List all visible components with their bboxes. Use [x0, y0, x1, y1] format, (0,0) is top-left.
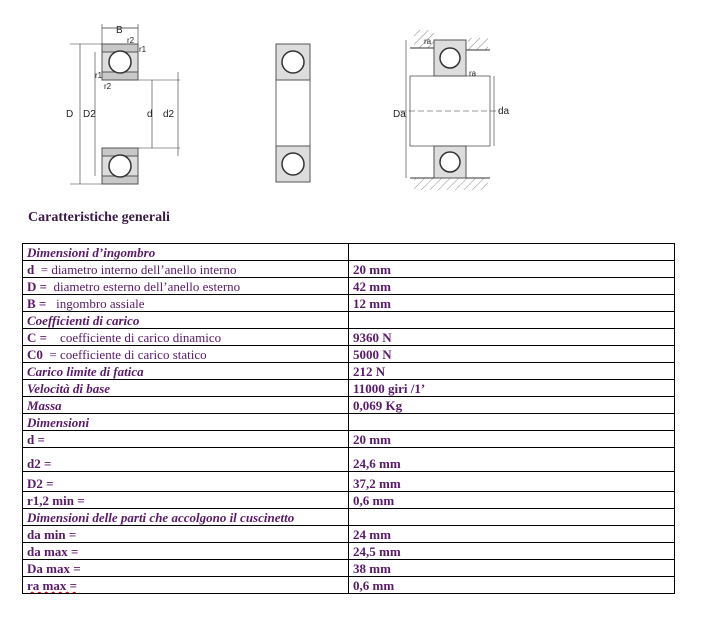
table-cell-label — [23, 329, 349, 346]
bearing-section-figure-1 — [66, 24, 180, 184]
label-D: D — [66, 109, 74, 120]
table-row — [23, 448, 675, 472]
table-cell-label — [23, 397, 349, 414]
table-cell-value: 42 mm — [349, 278, 675, 295]
section-label: Dimensioni — [27, 415, 90, 430]
label-d: d — [147, 109, 153, 120]
table-cell-label — [23, 560, 349, 577]
table-cell-value — [349, 414, 675, 431]
table-row — [23, 472, 675, 492]
table-cell-label — [23, 543, 349, 560]
label-da: da — [498, 106, 510, 117]
table-cell-value: 20 mm — [349, 261, 675, 278]
param-symbol: d2 = — [27, 456, 52, 471]
table-cell-value — [349, 509, 675, 526]
table-cell-value: 24,5 mm — [349, 543, 675, 560]
table-cell-label — [23, 526, 349, 543]
table-cell-value: 38 mm — [349, 560, 675, 577]
param-description: coefficiente di carico dinamico — [47, 330, 222, 345]
param-symbol: ra max = — [27, 578, 78, 593]
param-symbol: D2 = — [27, 476, 54, 491]
table-cell-value: 5000 N — [349, 346, 675, 363]
label-r2: r2 — [127, 36, 135, 45]
table-cell-label — [23, 509, 349, 526]
table-row — [23, 329, 675, 346]
table-row — [23, 492, 675, 509]
label-ra-top: ra — [424, 37, 432, 46]
param-description: = coefficiente di carico statico — [42, 347, 207, 362]
table-section-row — [23, 397, 675, 414]
section-title: Caratteristiche generali — [28, 210, 170, 225]
table-row — [23, 543, 675, 560]
table-row — [23, 577, 675, 594]
table-cell-label — [23, 244, 349, 261]
table-cell-value: 11000 giri /1’ — [349, 380, 675, 397]
table-cell-label — [23, 577, 349, 594]
label-r1-inner: r1 — [95, 71, 103, 80]
table-cell-label — [23, 448, 349, 472]
bearing-mounting-figure-3 — [393, 30, 510, 190]
table-row — [23, 261, 675, 278]
table-cell-label — [23, 261, 349, 278]
table-row — [23, 346, 675, 363]
table-cell-label — [23, 414, 349, 431]
section-label: Massa — [27, 398, 62, 413]
table-cell-value: 9360 N — [349, 329, 675, 346]
table-cell-value: 212 N — [349, 363, 675, 380]
section-label: Dimensioni d’ingombro — [27, 245, 156, 260]
label-Da: Da — [393, 109, 406, 120]
table-section-row — [23, 363, 675, 380]
table-cell-value: 24,6 mm — [349, 448, 675, 472]
table-cell-label — [23, 472, 349, 492]
table-row — [23, 560, 675, 577]
label-r1: r1 — [139, 45, 147, 54]
bearing-spec-table — [22, 243, 675, 594]
param-symbol: d — [27, 262, 35, 277]
param-symbol: Da max = — [27, 561, 81, 576]
label-d2: d2 — [163, 109, 175, 120]
table-cell-value: 20 mm — [349, 431, 675, 448]
table-cell-value: 0,6 mm — [349, 492, 675, 509]
bearing-drawings — [0, 0, 707, 200]
param-description: = diametro interno dell’anello interno — [34, 262, 237, 277]
table-section-row — [23, 312, 675, 329]
table-cell-label — [23, 431, 349, 448]
table-section-row — [23, 380, 675, 397]
label-B: B — [116, 25, 123, 36]
label-r2-inner: r2 — [104, 82, 112, 91]
section-label: Velocità di base — [27, 381, 111, 396]
table-cell-label — [23, 295, 349, 312]
table-section-row — [23, 509, 675, 526]
label-D2: D2 — [83, 109, 96, 120]
section-label: Dimensioni delle parti che accolgono il cuscinetto — [27, 510, 295, 525]
bearing-section-figure-2 — [276, 44, 310, 182]
label-ra-mid: ra — [469, 69, 477, 78]
table-cell-label — [23, 346, 349, 363]
param-description: ingombro assiale — [46, 296, 145, 311]
table-cell-value — [349, 244, 675, 261]
table-cell-label — [23, 312, 349, 329]
table-section-row — [23, 244, 675, 261]
table-cell-label — [23, 278, 349, 295]
param-symbol: B = — [27, 296, 47, 311]
table-cell-label — [23, 363, 349, 380]
param-symbol: D = — [27, 279, 48, 294]
table-cell-value: 0,069 Kg — [349, 397, 675, 414]
table-cell-value: 37,2 mm — [349, 472, 675, 492]
param-symbol: C0 — [27, 347, 43, 362]
table-section-row — [23, 414, 675, 431]
section-label: Carico limite di fatica — [27, 364, 144, 379]
param-symbol: r1,2 min = — [27, 493, 85, 508]
table-cell-value — [349, 312, 675, 329]
table-row — [23, 431, 675, 448]
table-row — [23, 526, 675, 543]
table-row — [23, 278, 675, 295]
param-symbol: da max = — [27, 544, 79, 559]
param-symbol: da min = — [27, 527, 77, 542]
table-cell-label — [23, 492, 349, 509]
table-row — [23, 295, 675, 312]
table-cell-value: 12 mm — [349, 295, 675, 312]
param-symbol: C = — [27, 330, 48, 345]
table-cell-value: 0,6 mm — [349, 577, 675, 594]
param-symbol: d = — [27, 432, 45, 447]
section-label: Coefficienti di carico — [27, 313, 140, 328]
table-cell-value: 24 mm — [349, 526, 675, 543]
table-cell-label — [23, 380, 349, 397]
param-description: diametro esterno dell’anello esterno — [47, 279, 241, 294]
